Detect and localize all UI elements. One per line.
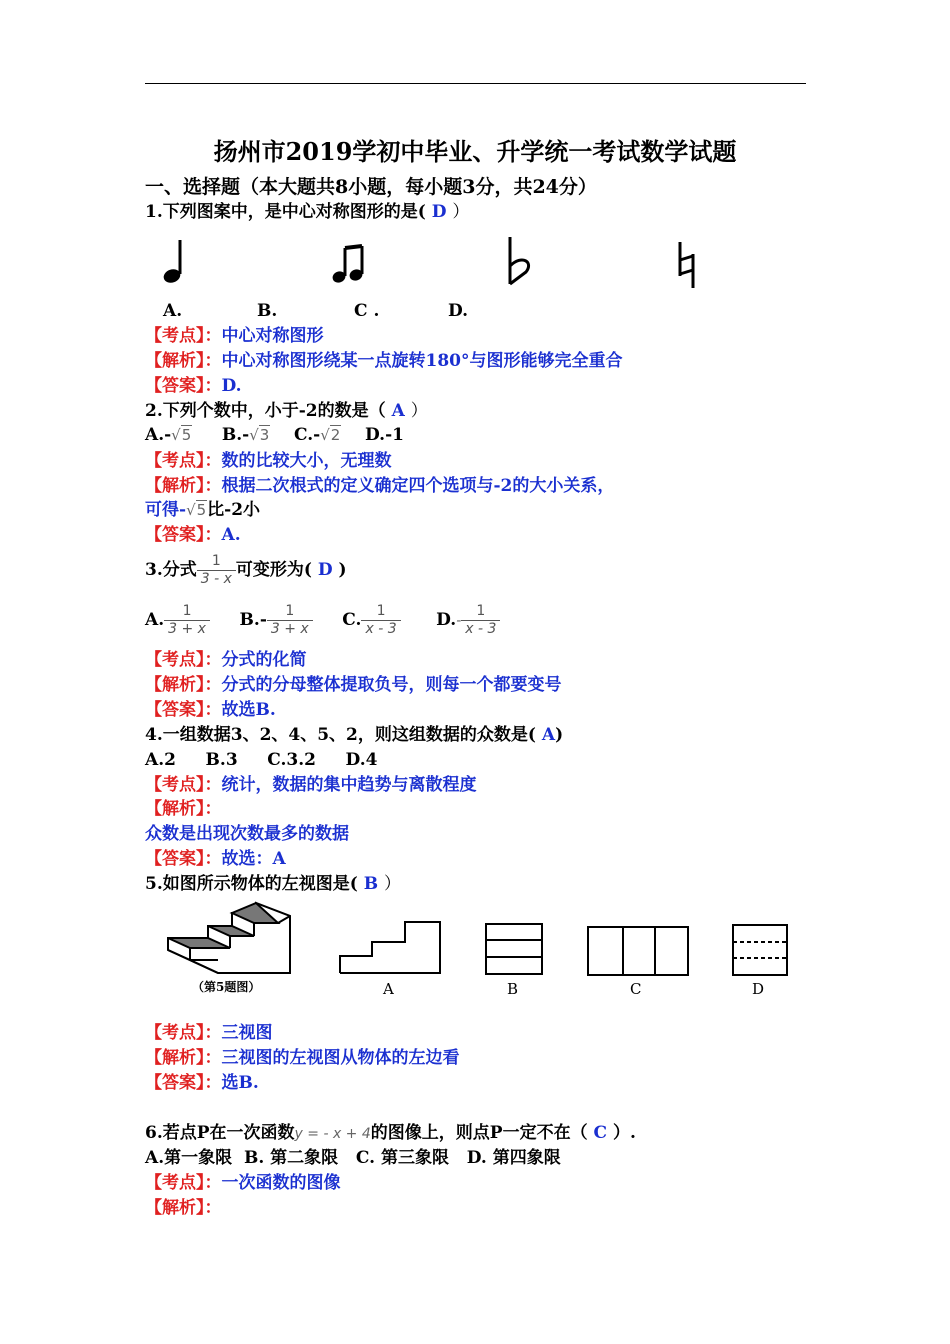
q1-kaodian: 【考点】：中心对称图形 bbox=[145, 326, 324, 346]
q1-option-b: B. bbox=[257, 301, 278, 321]
staircase-object-icon bbox=[168, 903, 290, 973]
option-c-rect-three-cols bbox=[588, 927, 688, 975]
q1-option-a: A. bbox=[163, 301, 183, 321]
q1-option-d: D. bbox=[448, 301, 469, 321]
q5-label-b: B bbox=[507, 980, 519, 998]
q5-jiexi: 【解析】：三视图的左视图从物体的左边看 bbox=[145, 1048, 460, 1068]
q4-options: A.2 B.3 C.3.2 D.4 bbox=[145, 750, 378, 770]
q2-daan: 【答案】：A. bbox=[145, 525, 241, 545]
q3-daan: 【答案】：故选B. bbox=[145, 700, 276, 720]
q5-label-c: C bbox=[630, 980, 642, 998]
natural-sign-icon bbox=[680, 242, 693, 288]
q4-daan: 【答案】：故选：A bbox=[145, 849, 286, 869]
option-b-rect-two-lines bbox=[486, 924, 542, 974]
q1-daan: 【答案】：D. bbox=[145, 376, 242, 396]
q1-option-c: C . bbox=[354, 301, 380, 321]
q1-figures bbox=[0, 232, 950, 302]
option-a-stair-outline bbox=[340, 922, 440, 973]
quarter-note-icon bbox=[162, 240, 181, 284]
q6-function: y = - x + 4 bbox=[294, 1126, 371, 1142]
q6-jiexi: 【解析】： bbox=[145, 1198, 222, 1218]
q5-stem: 5.如图所示物体的左视图是( B ） bbox=[145, 874, 402, 894]
q2-jiexi-line2: 可得-√5比-2小 bbox=[145, 500, 261, 520]
q3-fraction: $\frac{1}{3 - x}$ bbox=[197, 553, 236, 588]
q2-options: A.-√5 B.-√3 C.-√2 D.-1 bbox=[145, 425, 404, 445]
q2-answer: A bbox=[391, 401, 405, 421]
q1-jiexi: 【解析】：中心对称图形绕某一点旋转180°与图形能够完全重合 bbox=[145, 351, 623, 371]
section-heading: 一、选择题（本大题共8小题，每小题3分，共24分） bbox=[145, 176, 597, 198]
q3-answer: D bbox=[317, 560, 333, 580]
header-rule bbox=[145, 83, 806, 84]
q5-kaodian: 【考点】：三视图 bbox=[145, 1023, 273, 1043]
q5-answer: B bbox=[363, 874, 379, 894]
q4-jiexi-line2: 众数是出现次数最多的数据 bbox=[145, 824, 349, 844]
q5-label-a: A bbox=[383, 980, 394, 998]
q1-stem: 1.下列图案中，是中心对称图形的是( D ） bbox=[145, 202, 470, 222]
q6-answer: C bbox=[593, 1123, 608, 1143]
beamed-eighth-notes-icon bbox=[332, 246, 364, 284]
q4-answer: A bbox=[541, 725, 556, 745]
q3-kaodian: 【考点】：分式的化简 bbox=[145, 650, 307, 670]
q5-figure-caption: （第5题图） bbox=[192, 980, 261, 994]
q3-options: A. $\frac{1}{3 + x}$ B.- $\frac{1}{3 + x}$ C. $\frac{1}{x - 3}$ D.- $\frac{1}{x - 3}$ bbox=[145, 600, 500, 641]
q5-label-d: D bbox=[752, 980, 765, 998]
page-title: 扬州市2019学初中毕业、升学统一考试数学试题 bbox=[213, 137, 737, 166]
q3-stem: 3.分式 $\frac{1}{3 - x}$ 可变形为( D ) bbox=[145, 553, 347, 587]
q6-stem: 6.若点P在一次函数y = - x + 4的图像上，则点P一定不在（ C ）. bbox=[145, 1123, 636, 1143]
q6-kaodian: 【考点】：一次函数的图像 bbox=[145, 1173, 341, 1193]
q5-figures bbox=[0, 898, 950, 998]
q1-answer: D bbox=[431, 202, 447, 222]
flat-sign-icon bbox=[510, 237, 529, 284]
q2-jiexi: 【解析】：根据二次根式的定义确定四个选项与-2的大小关系， bbox=[145, 476, 615, 496]
q6-options: A.第一象限 B. 第二象限 C. 第三象限 D. 第四象限 bbox=[145, 1148, 561, 1168]
q3-jiexi: 【解析】：分式的分母整体提取负号，则每一个都要变号 bbox=[145, 675, 562, 695]
q4-stem: 4.一组数据3、2、4、5、2，则这组数据的众数是( A) bbox=[145, 725, 564, 745]
q2-kaodian: 【考点】：数的比较大小，无理数 bbox=[145, 451, 392, 471]
option-d-rect-dashed bbox=[733, 925, 787, 975]
q5-daan: 【答案】：选B. bbox=[145, 1073, 259, 1093]
q4-kaodian: 【考点】：统计，数据的集中趋势与离散程度 bbox=[145, 775, 477, 795]
q2-stem: 2.下列个数中，小于-2的数是（ A ） bbox=[145, 401, 428, 421]
q4-jiexi: 【解析】： bbox=[145, 799, 222, 819]
